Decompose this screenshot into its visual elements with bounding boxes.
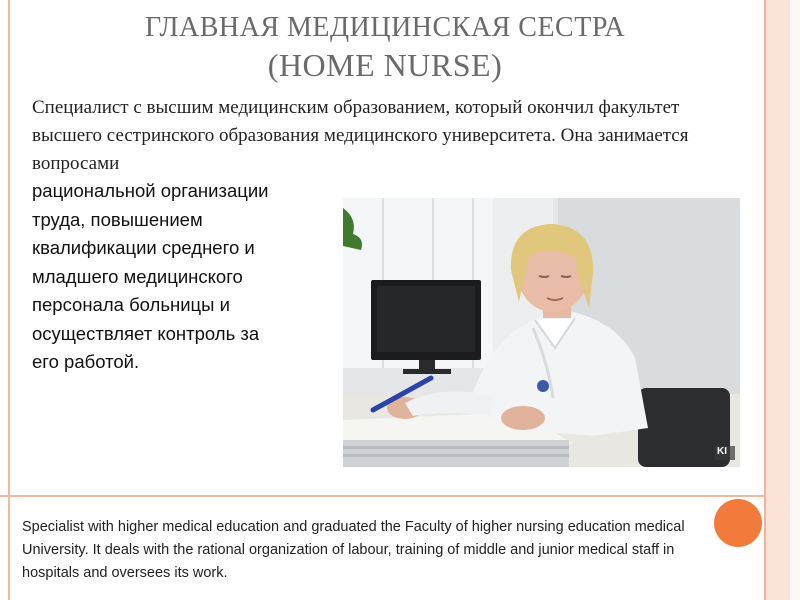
orange-circle-decoration [714,499,762,547]
russian-line: труда, повышением [32,208,203,230]
english-paragraph: Specialist with higher medical education and graduated the Faculty of higher nursing education medical University. It deals with the rational organization of labour, training of middle and junior medical staff in hospitals and oversees its work. [22,519,685,581]
russian-line: рациональной организации [32,180,269,201]
russian-line: квалификации среднего и [32,237,255,258]
russian-line: младшего медицинского [32,265,243,287]
title-line-1: ГЛАВНАЯ МЕДИЦИНСКАЯ СЕСТРА [144,12,626,43]
russian-line: персонала больницы и [32,294,230,315]
russian-line: осуществляет контроль за [32,322,260,344]
photo-watermark: KI [717,446,727,457]
right-frame-band [764,0,792,600]
russian-line: его работой. [32,351,140,372]
nurse-photo-illustration [343,198,740,467]
slide-title [20,10,750,84]
nurse-photo [343,198,740,467]
russian-paragraph: Специалист с высшим медицинским образованием, который окончил факультет высшего сестринского образования медицинского университета. Она занимается вопросами [32,97,689,174]
divider-line [0,495,766,497]
russian-text-lines [32,177,337,377]
left-frame-line [8,0,10,600]
title-line-2: (HOME NURSE) [267,47,503,83]
right-frame-outer [790,0,800,600]
